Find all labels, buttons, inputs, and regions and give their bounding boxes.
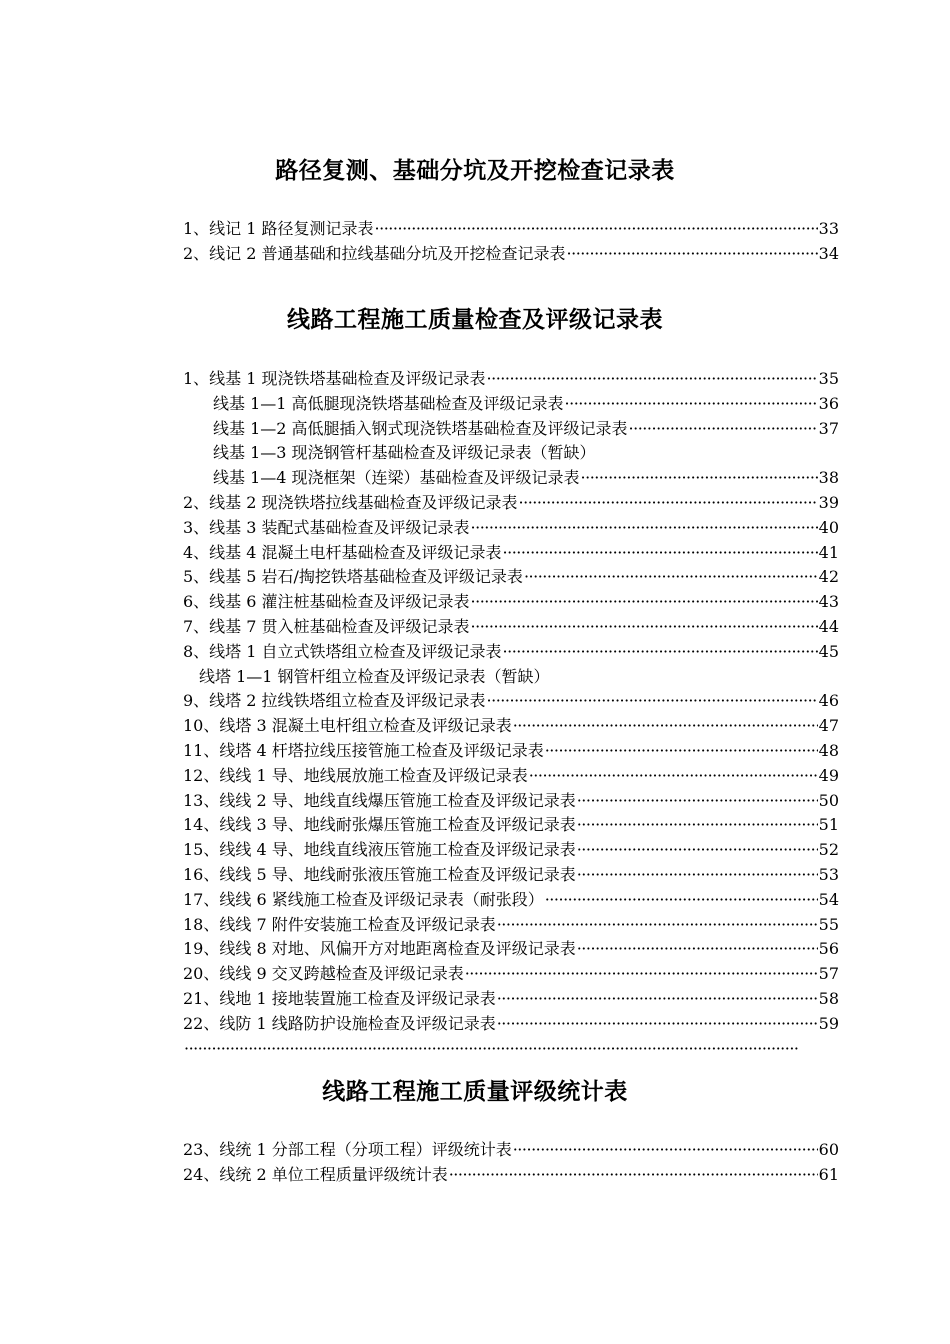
toc-entry bbox=[183, 789, 839, 814]
toc-entry-label: 11、线塔 4 杆塔拉线压接管施工检查及评级记录表 bbox=[183, 740, 544, 760]
dot-leader bbox=[629, 417, 818, 442]
dot-leader bbox=[497, 987, 818, 1012]
toc-entry-label: 6、线基 6 灌注桩基础检查及评级记录表 bbox=[183, 592, 470, 612]
toc-entry bbox=[183, 739, 839, 764]
toc-entry-label: 3、线基 3 装配式基础检查及评级记录表 bbox=[183, 517, 470, 537]
dot-leader bbox=[497, 913, 818, 938]
toc-entry bbox=[183, 714, 839, 739]
dot-leader bbox=[545, 888, 818, 913]
toc-entry-page: 54 bbox=[818, 889, 839, 909]
toc-entry-page: 37 bbox=[818, 418, 839, 438]
toc-entry-label: 17、线线 6 紧线施工检查及评级记录表（耐张段） bbox=[183, 889, 544, 909]
toc-entry-label: 16、线线 5 导、地线耐张液压管施工检查及评级记录表 bbox=[183, 864, 576, 884]
dot-leader bbox=[577, 937, 818, 962]
dot-leader bbox=[471, 590, 818, 615]
dot-leader bbox=[487, 367, 818, 392]
toc-entry bbox=[183, 813, 839, 838]
toc-entry bbox=[183, 217, 839, 242]
dot-leader bbox=[497, 1012, 818, 1037]
dot-leader bbox=[471, 615, 818, 640]
toc-entry-page: 53 bbox=[818, 864, 839, 884]
toc-subentry bbox=[183, 392, 839, 417]
dot-leader bbox=[471, 516, 818, 541]
dot-leader bbox=[565, 392, 818, 417]
toc-entry bbox=[183, 1163, 839, 1188]
toc-entry bbox=[183, 689, 839, 714]
dot-leader bbox=[519, 491, 818, 516]
toc-entry-page: 51 bbox=[818, 815, 839, 835]
toc-subentry bbox=[183, 665, 839, 690]
toc-entry bbox=[183, 1037, 839, 1062]
toc-entry-label: 2、线基 2 现浇铁塔拉线基础检查及评级记录表 bbox=[183, 492, 518, 512]
toc-entry bbox=[183, 367, 839, 392]
toc-entry-page: 38 bbox=[818, 468, 839, 488]
toc-entry-label: 1、线基 1 现浇铁塔基础检查及评级记录表 bbox=[183, 369, 486, 388]
toc-entry-label: 线塔 1—1 钢管杆组立检查及评级记录表（暂缺） bbox=[199, 666, 550, 686]
toc-entry-page: 50 bbox=[818, 790, 839, 810]
toc-entry-label: 4、线基 4 混凝土电杆基础检查及评级记录表 bbox=[183, 542, 502, 562]
dot-leader bbox=[513, 1138, 818, 1163]
toc-entry bbox=[183, 590, 839, 615]
toc-entry bbox=[183, 640, 839, 665]
toc-entry-label: 24、线统 2 单位工程质量评级统计表 bbox=[183, 1164, 448, 1184]
toc-entry-label: 8、线塔 1 自立式铁塔组立检查及评级记录表 bbox=[183, 641, 502, 661]
toc-entry-page: 39 bbox=[818, 492, 839, 512]
toc-entry-label: 9、线塔 2 拉线铁塔组立检查及评级记录表 bbox=[183, 691, 486, 711]
section-title: 线路工程施工质量检查及评级记录表 bbox=[287, 307, 663, 333]
toc-subentry bbox=[183, 466, 839, 491]
toc-entry-label: 23、线统 1 分部工程（分项工程）评级统计表 bbox=[183, 1140, 512, 1159]
toc-entry-page: 44 bbox=[818, 616, 839, 636]
toc-entry-page: 59 bbox=[818, 1013, 839, 1033]
dot-leader bbox=[524, 565, 818, 590]
toc-entry-label: 20、线线 9 交叉跨越检查及评级记录表 bbox=[183, 964, 464, 984]
toc-entry-page: 55 bbox=[818, 914, 839, 934]
toc-entry-page: 57 bbox=[818, 964, 839, 984]
section-title: 线路工程施工质量评级统计表 bbox=[322, 1079, 628, 1105]
dot-leader bbox=[577, 813, 818, 838]
toc-entry bbox=[183, 615, 839, 640]
dot-leader bbox=[577, 838, 818, 863]
toc-entry-label: 14、线线 3 导、地线耐张爆压管施工检查及评级记录表 bbox=[183, 815, 576, 835]
toc-entry-page: 41 bbox=[818, 542, 839, 562]
toc-entry-label: 1、线记 1 路径复测记录表 bbox=[183, 219, 374, 238]
dot-leader bbox=[513, 714, 818, 739]
toc-entry bbox=[183, 1138, 839, 1163]
toc-entry-label: 线基 1—3 现浇钢管杆基础检查及评级记录表（暂缺） bbox=[213, 443, 596, 463]
toc-entry bbox=[183, 962, 839, 987]
toc-entry bbox=[183, 516, 839, 541]
toc-entry bbox=[183, 565, 839, 590]
toc-entry bbox=[183, 937, 839, 962]
toc-entry-page: 40 bbox=[818, 517, 839, 537]
dot-leader bbox=[449, 1163, 818, 1188]
toc-entry-page: 45 bbox=[818, 641, 839, 661]
toc-entry-page: 60 bbox=[818, 1140, 839, 1159]
toc-entry-label: 5、线基 5 岩石/掏挖铁塔基础检查及评级记录表 bbox=[183, 567, 523, 587]
toc-entry-label: 7、线基 7 贯入桩基础检查及评级记录表 bbox=[183, 616, 470, 636]
toc-entry bbox=[183, 764, 839, 789]
toc-entry-label: 线基 1—4 现浇框架（连梁）基础检查及评级记录表 bbox=[213, 468, 580, 488]
dot-leader bbox=[184, 1037, 838, 1062]
toc-entry-page: 52 bbox=[818, 840, 839, 860]
dot-leader bbox=[465, 962, 818, 987]
toc-entry bbox=[183, 888, 839, 913]
toc-entry-page: 35 bbox=[818, 369, 839, 388]
toc-entry bbox=[183, 1012, 839, 1037]
toc-entry-label: 12、线线 1 导、地线展放施工检查及评级记录表 bbox=[183, 765, 528, 785]
toc-entry bbox=[183, 987, 839, 1012]
dot-leader bbox=[577, 863, 818, 888]
dot-leader bbox=[581, 466, 818, 491]
toc-entry-page: 46 bbox=[818, 691, 839, 711]
dot-leader bbox=[577, 789, 818, 814]
toc-entry bbox=[183, 491, 839, 516]
toc-list bbox=[183, 217, 839, 267]
toc-entry-page: 47 bbox=[818, 716, 839, 736]
toc-list bbox=[183, 1138, 839, 1188]
toc-entry-page: 61 bbox=[818, 1164, 839, 1184]
toc-entry-label: 2、线记 2 普通基础和拉线基础分坑及开挖检查记录表 bbox=[183, 243, 566, 263]
toc-entry-page: 42 bbox=[818, 567, 839, 587]
dot-leader bbox=[375, 217, 818, 242]
toc-entry-label: 10、线塔 3 混凝土电杆组立检查及评级记录表 bbox=[183, 716, 512, 736]
section-title: 路径复测、基础分坑及开挖检查记录表 bbox=[275, 158, 675, 184]
toc-entry-label: 22、线防 1 线路防护设施检查及评级记录表 bbox=[183, 1013, 496, 1033]
dot-leader bbox=[567, 242, 818, 267]
toc-entry bbox=[183, 863, 839, 888]
toc-entry-label: 线基 1—1 高低腿现浇铁塔基础检查及评级记录表 bbox=[213, 393, 564, 413]
toc-entry bbox=[183, 838, 839, 863]
toc-entry-page: 56 bbox=[818, 939, 839, 959]
toc-entry-label: 13、线线 2 导、地线直线爆压管施工检查及评级记录表 bbox=[183, 790, 576, 810]
toc-entry bbox=[183, 913, 839, 938]
dot-leader bbox=[503, 640, 818, 665]
toc-entry-page: 43 bbox=[818, 592, 839, 612]
dot-leader bbox=[487, 689, 818, 714]
dot-leader bbox=[545, 739, 818, 764]
toc-subentry bbox=[183, 417, 839, 442]
toc-entry-page: 48 bbox=[818, 740, 839, 760]
toc-subentry bbox=[183, 441, 839, 466]
toc-entry-label: 18、线线 7 附件安装施工检查及评级记录表 bbox=[183, 914, 496, 934]
toc-list bbox=[183, 367, 839, 1061]
toc-entry-page: 34 bbox=[818, 243, 839, 263]
toc-entry bbox=[183, 242, 839, 267]
dot-leader bbox=[529, 764, 818, 789]
toc-entry-page: 49 bbox=[818, 765, 839, 785]
toc-entry-label: 线基 1—2 高低腿插入钢式现浇铁塔基础检查及评级记录表 bbox=[213, 418, 628, 438]
toc-entry-page: 58 bbox=[818, 988, 839, 1008]
toc-entry-page: 36 bbox=[818, 393, 839, 413]
toc-entry-label: 15、线线 4 导、地线直线液压管施工检查及评级记录表 bbox=[183, 840, 576, 860]
toc-entry-label: 19、线线 8 对地、风偏开方对地距离检查及评级记录表 bbox=[183, 939, 576, 959]
toc-entry-page: 33 bbox=[818, 219, 839, 238]
toc-entry-label: 21、线地 1 接地装置施工检查及评级记录表 bbox=[183, 988, 496, 1008]
toc-entry bbox=[183, 541, 839, 566]
dot-leader bbox=[503, 541, 818, 566]
